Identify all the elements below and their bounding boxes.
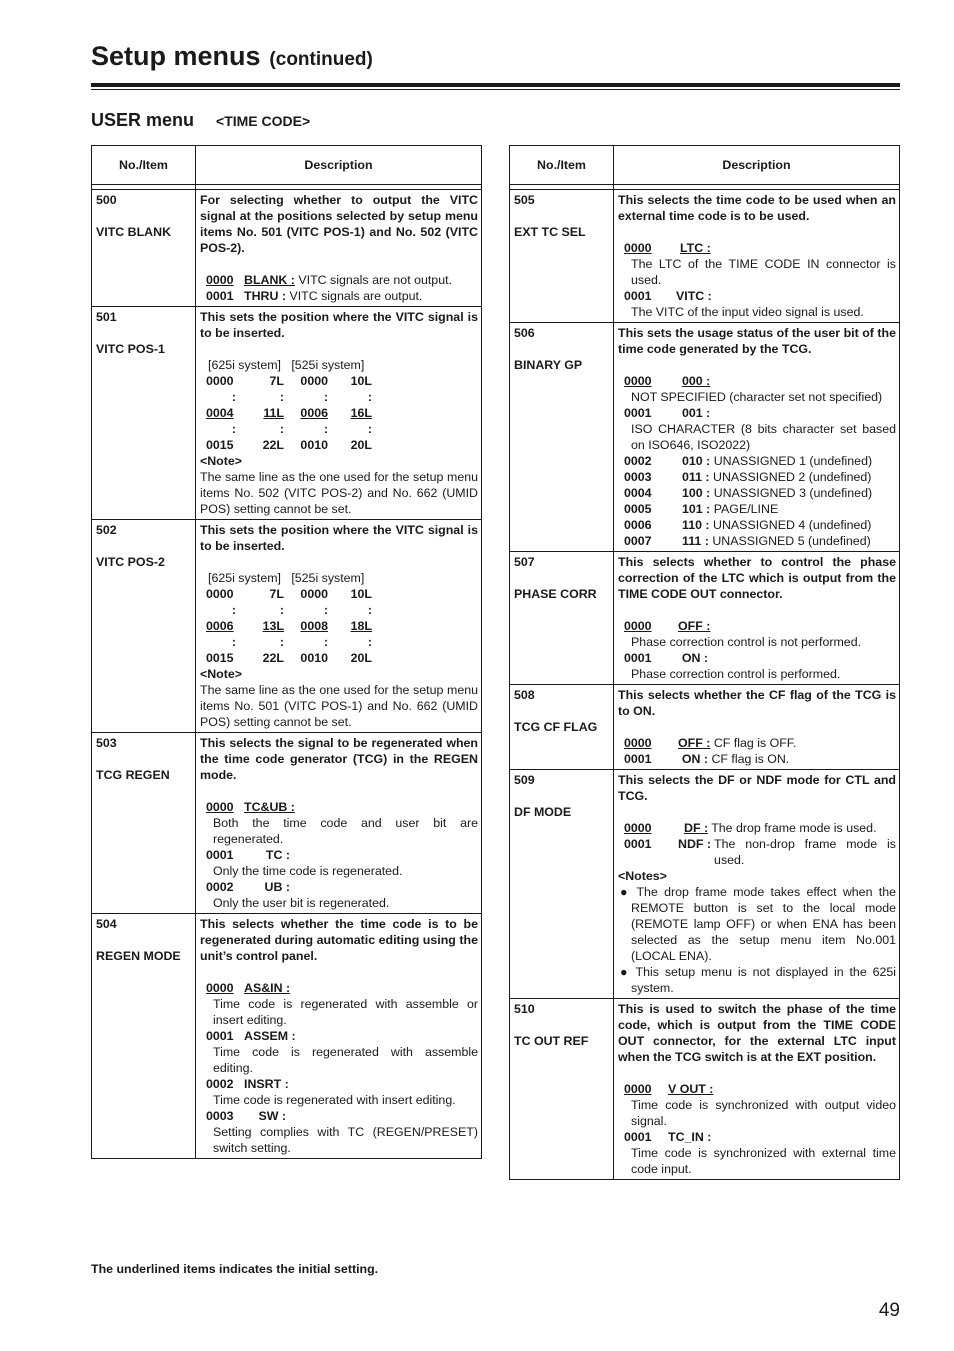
item-cell (510, 999, 614, 1180)
option-line (200, 799, 478, 815)
option-line (200, 980, 478, 996)
option-code: 0001 (624, 837, 652, 851)
option-text: The drop frame mode is used. (711, 821, 877, 835)
table-header-row (510, 146, 900, 185)
system-625i-label: [625i system] (208, 571, 281, 585)
item-number: 500 (96, 193, 117, 207)
col-header-no-item: No./Item (510, 146, 614, 185)
table-row (92, 914, 482, 1159)
option-label: UB : (264, 880, 290, 894)
note-text: The drop frame mode takes effect when the REMOTE button is set to the local mode (REMOTE lamp OFF) or when ENA has been selected as the setup menu item No.001 (LOCAL ENA). (631, 885, 896, 963)
option-label: ASSEM : (244, 1029, 296, 1043)
option-line (618, 751, 896, 767)
option-code: 0001 (624, 1130, 652, 1144)
option-code: 0000 (624, 241, 652, 255)
option-text: Only the user bit is regenerated. (213, 896, 390, 910)
option-line (618, 517, 896, 533)
footnote: The underlined items indicates the initial setting. (91, 1262, 379, 1276)
option-code: 0002 (206, 1077, 234, 1091)
table-row (92, 190, 482, 307)
option-line (618, 650, 896, 666)
title-rule-thin (91, 89, 900, 90)
option-text: UNASSIGNED 4 (undefined) (713, 518, 872, 532)
option-label: ON : (681, 752, 708, 766)
option-text: UNASSIGNED 2 (undefined) (713, 470, 872, 484)
note-text: The same line as the one used for the setup menu items No. 501 (VITC POS-1) and No. 662 (UMID POS) setting cannot be set. (200, 683, 478, 729)
option-label: INSRT : (244, 1077, 289, 1091)
option-code: 0001 (624, 289, 652, 303)
table-row (510, 190, 900, 323)
option-line (200, 1108, 478, 1124)
option-text: The LTC of the TIME CODE IN connector is used. (631, 257, 896, 287)
option-line (618, 1129, 896, 1145)
option-label: OFF : (678, 619, 711, 633)
position-row: : : : : (231, 390, 372, 404)
option-code: 0000 (206, 273, 234, 287)
option-code: 0003 (206, 1109, 234, 1123)
option-text: Only the time code is regenerated. (213, 864, 403, 878)
option-text: PAGE/LINE (713, 502, 779, 516)
option-text: Phase correction control is performed. (631, 667, 841, 681)
option-line (200, 879, 478, 895)
item-number: 502 (96, 523, 117, 537)
option-text: Phase correction control is not performed. (631, 635, 862, 649)
title-rule-thick (91, 83, 900, 87)
option-code: 0001 (624, 651, 652, 665)
table-row (510, 770, 900, 999)
option-code: 0001 (624, 752, 652, 766)
option-code: 0007 (624, 534, 652, 548)
item-name: REGEN MODE (96, 949, 181, 963)
item-name: TC OUT REF (514, 1034, 589, 1048)
position-row: : : : : (231, 635, 372, 649)
table-row (510, 999, 900, 1180)
item-description: This selects the DF or NDF mode for CTL and TCG. (618, 773, 896, 803)
system-525i-label: [525i system] (291, 571, 365, 585)
item-description: This selects whether to control the phase correction of the LTC which is output from the TIME CODE OUT connector. (618, 555, 896, 601)
option-code: 0000 (206, 800, 234, 814)
option-code: 0000 (624, 821, 652, 835)
item-name: VITC POS-2 (96, 555, 165, 569)
option-label: 100 : (682, 486, 711, 500)
option-text: CF flag is ON. (711, 752, 790, 766)
item-number: 505 (514, 193, 535, 207)
item-name: TCG REGEN (96, 768, 170, 782)
section-title: USER menu (91, 110, 195, 130)
item-cell (510, 323, 614, 552)
item-name: BINARY GP (514, 358, 583, 372)
page-number: 49 (878, 1300, 900, 1321)
option-label: BLANK : (244, 273, 295, 287)
option-label: 011 : (682, 470, 710, 484)
item-description: For selecting whether to output the VITC signal at the positions selected by setup menu items No. 501 (VITC POS-1) and No. 502 (VITC POS-2). (200, 193, 478, 255)
option-label: THRU : (244, 289, 286, 303)
option-text: UNASSIGNED 1 (undefined) (713, 454, 873, 468)
option-line (618, 735, 896, 751)
option-line (618, 469, 896, 485)
option-line (618, 1081, 896, 1097)
description-cell (196, 914, 482, 1159)
item-cell (92, 520, 196, 733)
option-line (618, 533, 896, 549)
menu-table-right (509, 145, 900, 1180)
table-row (92, 520, 482, 733)
option-code: 0003 (624, 470, 652, 484)
option-label: NDF : (678, 837, 712, 851)
system-625i-label: [625i system] (208, 358, 281, 372)
option-label: LTC : (680, 241, 711, 255)
note-heading: <Note> (200, 454, 243, 468)
item-name: VITC POS-1 (96, 342, 165, 356)
item-name: EXT TC SEL (514, 225, 586, 239)
description-cell (614, 685, 900, 770)
option-code: 0001 (206, 848, 234, 862)
position-row: 0015 22L 0010 20L (206, 651, 372, 665)
item-description: This selects whether the time code is to be regenerated during automatic editing using the unit’s control panel. (200, 917, 478, 963)
table-row (510, 323, 900, 552)
item-description: This selects the time code to be used when an external time code is to be used. (618, 193, 896, 223)
system-header (200, 357, 478, 373)
option-line (618, 820, 896, 836)
option-label: 010 : (682, 454, 711, 468)
position-row: : : : : (231, 603, 372, 617)
page-title (91, 36, 373, 73)
position-row: 0004 11L 0006 16L (206, 406, 372, 420)
position-row: 0006 13L 0008 18L (206, 619, 372, 633)
description-cell (196, 520, 482, 733)
item-cell (510, 685, 614, 770)
option-label: OFF : (678, 736, 711, 750)
option-text: UNASSIGNED 5 (undefined) (712, 534, 871, 548)
option-text: The VITC of the input video signal is used. (631, 305, 864, 319)
option-text: NOT SPECIFIED (character set not specified) (631, 390, 883, 404)
option-line (200, 847, 478, 863)
option-code: 0001 (206, 289, 234, 303)
system-header (200, 570, 478, 586)
table-row (510, 552, 900, 685)
description-cell (614, 770, 900, 999)
option-text: VITC signals are output. (289, 289, 423, 303)
description-cell (614, 323, 900, 552)
item-description: This sets the position where the VITC signal is to be inserted. (200, 523, 478, 553)
menu-table-left (91, 145, 482, 1159)
option-text: Time code is regenerated with insert editing. (213, 1093, 456, 1107)
item-name: VITC BLANK (96, 225, 172, 239)
option-label: 101 : (682, 502, 711, 516)
system-525i-label: [525i system] (291, 358, 365, 372)
option-line (618, 453, 896, 469)
page-title-main: Setup menus (91, 41, 261, 71)
item-name: TCG CF FLAG (514, 720, 598, 734)
item-number: 510 (514, 1002, 535, 1016)
table-row (510, 685, 900, 770)
item-description: This sets the position where the VITC signal is to be inserted. (200, 310, 478, 340)
page-title-suffix: (continued) (269, 49, 373, 70)
option-line (200, 1028, 478, 1044)
option-line (618, 485, 896, 501)
option-line (618, 240, 896, 256)
item-cell (510, 552, 614, 685)
option-code: 0001 (624, 406, 652, 420)
col-header-description: Description (196, 146, 482, 185)
item-description: This sets the usage status of the user bit of the time code generated by the TCG. (618, 326, 896, 356)
table-row (92, 733, 482, 914)
option-label: 111 : (682, 534, 709, 548)
bullet-icon: ● (620, 885, 631, 899)
description-cell (196, 307, 482, 520)
item-name: PHASE CORR (514, 587, 597, 601)
option-code: 0000 (624, 1082, 652, 1096)
note-heading: <Note> (200, 667, 243, 681)
item-description: This selects the signal to be regenerated when the time code generator (TCG) in the REGEN mode. (200, 736, 478, 782)
item-description: This selects whether the CF flag of the TCG is to ON. (618, 688, 896, 718)
option-code: 0002 (624, 454, 652, 468)
option-code: 0001 (206, 1029, 234, 1043)
option-label: DF : (684, 821, 709, 835)
bullet-icon: ● (620, 965, 630, 979)
item-cell (92, 733, 196, 914)
description-cell (614, 999, 900, 1180)
item-cell (92, 190, 196, 307)
section-heading (91, 110, 310, 131)
position-row: 0000 7L 0000 10L (206, 587, 372, 601)
option-line (618, 501, 896, 517)
option-text: VITC signals are not output. (298, 273, 452, 287)
table-row (92, 307, 482, 520)
option-text: CF flag is OFF. (713, 736, 797, 750)
note-text: The same line as the one used for the setup menu items No. 502 (VITC POS-2) and No. 662 (UMID POS) setting cannot be set. (200, 470, 478, 516)
option-label: TC_IN : (668, 1130, 712, 1144)
option-label: TC&UB : (244, 800, 295, 814)
item-number: 503 (96, 736, 117, 750)
notes-heading: <Notes> (618, 869, 667, 883)
option-text: Time code is synchronized with output video signal. (631, 1098, 896, 1128)
description-cell (196, 190, 482, 307)
col-header-no-item: No./Item (92, 146, 196, 185)
option-code: 0000 (624, 374, 652, 388)
note-bullet-item (618, 884, 896, 964)
option-label: TC : (265, 848, 290, 862)
item-number: 507 (514, 555, 535, 569)
option-label: V OUT : (668, 1082, 714, 1096)
option-label: 001 : (682, 406, 711, 420)
item-cell (92, 914, 196, 1159)
option-text: Both the time code and user bit are regenerated. (213, 816, 478, 846)
option-line (200, 272, 478, 288)
option-code: 0000 (624, 619, 652, 633)
option-label: 110 : (682, 518, 710, 532)
item-number: 501 (96, 310, 117, 324)
description-cell (614, 552, 900, 685)
option-code: 0006 (624, 518, 652, 532)
option-line (618, 618, 896, 634)
option-text: Time code is regenerated with assemble or insert editing. (213, 997, 478, 1027)
item-number: 508 (514, 688, 535, 702)
option-label: ON : (681, 651, 708, 665)
option-line (618, 836, 896, 868)
item-number: 506 (514, 326, 535, 340)
option-code: 0000 (206, 981, 234, 995)
note-text: This setup menu is not displayed in the 625i system. (631, 965, 896, 995)
description-cell (614, 190, 900, 323)
option-line (618, 405, 896, 421)
option-label: VITC : (676, 289, 712, 303)
position-row: 0000 7L 0000 10L (206, 374, 372, 388)
option-text: ISO CHARACTER (8 bits character set based on ISO646, ISO2022) (631, 422, 896, 452)
item-number: 509 (514, 773, 535, 787)
option-text: Time code is synchronized with external time code input. (631, 1146, 896, 1176)
item-cell (92, 307, 196, 520)
description-cell (196, 733, 482, 914)
col-header-description: Description (614, 146, 900, 185)
option-code: 0004 (624, 486, 652, 500)
section-subtitle: <TIME CODE> (216, 113, 311, 129)
option-line (200, 288, 478, 304)
option-line (618, 288, 896, 304)
option-label: SW : (258, 1109, 286, 1123)
option-line (200, 1076, 478, 1092)
item-cell (510, 190, 614, 323)
option-text: The non-drop frame mode is used. (714, 837, 896, 867)
option-line (618, 373, 896, 389)
position-row: 0015 22L 0010 20L (206, 438, 372, 452)
option-label: 000 : (682, 374, 711, 388)
option-code: 0000 (624, 736, 652, 750)
option-text: Setting complies with TC (REGEN/PRESET) switch setting. (213, 1125, 478, 1155)
note-bullet-item (618, 964, 896, 996)
item-name: DF MODE (514, 805, 572, 819)
item-cell (510, 770, 614, 999)
item-number: 504 (96, 917, 117, 931)
option-text: Time code is regenerated with assemble editing. (213, 1045, 478, 1075)
option-code: 0002 (206, 880, 234, 894)
option-text: UNASSIGNED 3 (undefined) (713, 486, 873, 500)
position-row: : : : : (231, 422, 372, 436)
table-header-row (92, 146, 482, 185)
item-description: This is used to switch the phase of the time code, which is output from the TIME CODE OUT connector, for the external LTC input when the TCG switch is at the EXT position. (618, 1002, 896, 1064)
option-code: 0005 (624, 502, 652, 516)
option-label: AS&IN : (244, 981, 291, 995)
